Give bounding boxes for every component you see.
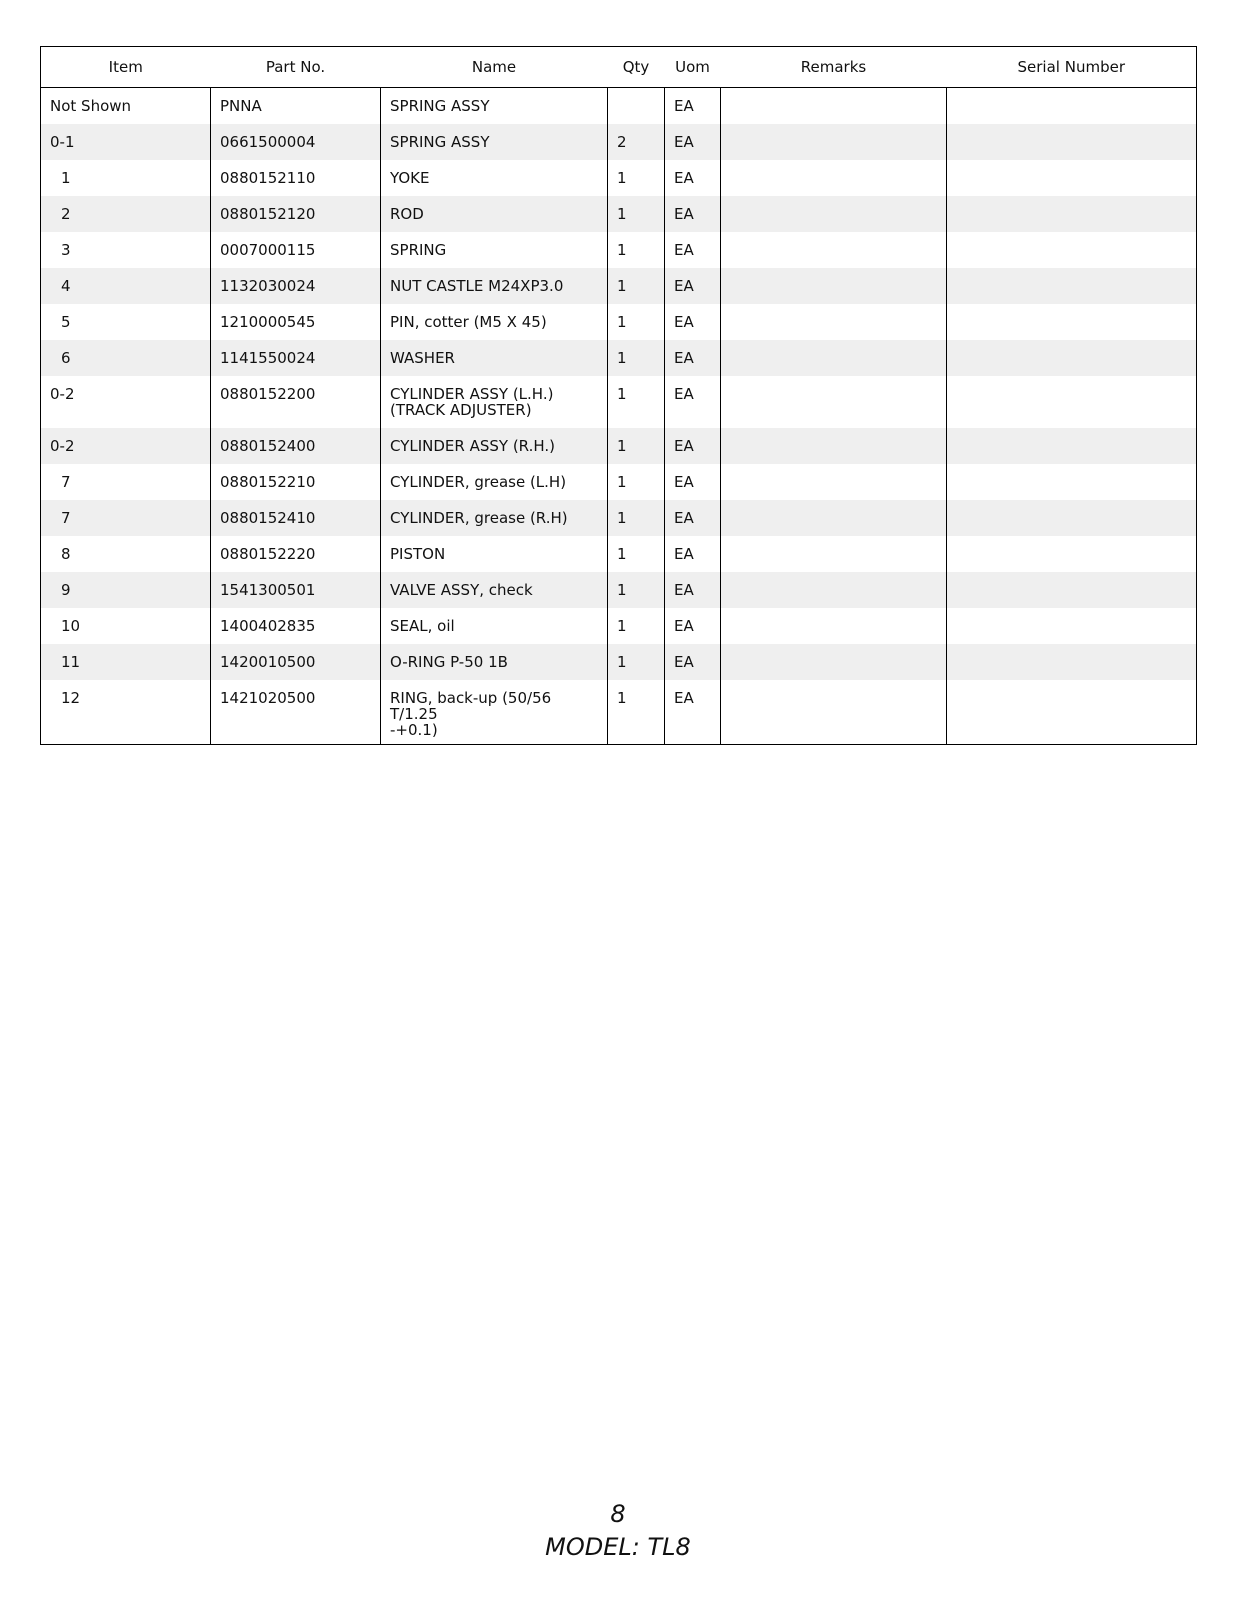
cell-uom: EA (665, 304, 721, 340)
cell-qty: 1 (608, 232, 665, 268)
table-row (41, 536, 1197, 572)
cell-uom: EA (665, 428, 721, 464)
cell-uom: EA (665, 644, 721, 680)
cell-name: SEAL, oil (381, 608, 608, 644)
cell-name: SPRING ASSY (381, 124, 608, 160)
table-row (41, 608, 1197, 644)
cell-name: NUT CASTLE M24XP3.0 (381, 268, 608, 304)
table-row (41, 196, 1197, 232)
table-row (41, 376, 1197, 428)
cell-part-no: 1541300501 (211, 572, 381, 608)
cell-item: 1 (61, 168, 71, 187)
table-header (41, 47, 1197, 88)
cell-qty: 1 (608, 680, 665, 745)
table-row (41, 304, 1197, 340)
cell-item: 8 (61, 544, 71, 563)
cell-serial-number (947, 88, 1197, 124)
cell-remarks (721, 376, 947, 428)
table-row (41, 428, 1197, 464)
cell-serial-number (947, 644, 1197, 680)
cell-name: CYLINDER ASSY (L.H.) (TRACK ADJUSTER) (381, 376, 608, 428)
cell-qty: 1 (608, 500, 665, 536)
cell-uom: EA (665, 124, 721, 160)
cell-uom: EA (665, 500, 721, 536)
cell-uom: EA (665, 572, 721, 608)
table-row (41, 232, 1197, 268)
cell-remarks (721, 304, 947, 340)
cell-remarks (721, 536, 947, 572)
cell-item: 5 (61, 312, 71, 331)
cell-item: 12 (61, 688, 81, 707)
cell-remarks (721, 124, 947, 160)
cell-uom: EA (665, 608, 721, 644)
cell-qty: 1 (608, 304, 665, 340)
cell-part-no: 0661500004 (211, 124, 381, 160)
cell-serial-number (947, 340, 1197, 376)
cell-uom: EA (665, 232, 721, 268)
cell-part-no: 0880152210 (211, 464, 381, 500)
cell-name: WASHER (381, 340, 608, 376)
cell-part-no: 0007000115 (211, 232, 381, 268)
cell-serial-number (947, 124, 1197, 160)
cell-item: 9 (41, 572, 211, 608)
cell-name: RING, back-up (50/56 T/1.25 -+0.1) (381, 680, 608, 745)
cell-item: 0-2 (41, 428, 211, 464)
cell-part-no: 0880152120 (211, 196, 381, 232)
cell-part-no: 0880152220 (211, 536, 381, 572)
cell-serial-number (947, 196, 1197, 232)
cell-qty: 1 (608, 340, 665, 376)
cell-serial-number (947, 464, 1197, 500)
cell-qty: 1 (608, 464, 665, 500)
table-row (41, 680, 1197, 745)
cell-qty: 1 (608, 376, 665, 428)
cell-item: 3 (61, 240, 71, 259)
cell-item: 2 (41, 196, 211, 232)
cell-remarks (721, 644, 947, 680)
table-row (41, 88, 1197, 124)
cell-name: YOKE (381, 160, 608, 196)
cell-qty: 1 (608, 644, 665, 680)
cell-uom: EA (665, 196, 721, 232)
cell-part-no: 0880152410 (211, 500, 381, 536)
cell-serial-number (947, 268, 1197, 304)
cell-remarks (721, 608, 947, 644)
cell-name: PISTON (381, 536, 608, 572)
table-row (41, 500, 1197, 536)
cell-remarks (721, 88, 947, 124)
page-number: 8 (610, 1500, 626, 1528)
cell-part-no: 0880152200 (211, 376, 381, 428)
cell-name: SPRING ASSY (381, 88, 608, 124)
cell-serial-number (947, 160, 1197, 196)
cell-remarks (721, 232, 947, 268)
cell-name: PIN, cotter (M5 X 45) (381, 304, 608, 340)
cell-qty: 1 (608, 160, 665, 196)
cell-serial-number (947, 536, 1197, 572)
table-row (41, 340, 1197, 376)
cell-uom: EA (665, 88, 721, 124)
cell-qty: 1 (608, 196, 665, 232)
cell-qty (608, 88, 665, 124)
header-qty: Qty (608, 47, 665, 88)
table-body (41, 88, 1197, 745)
table-row (41, 268, 1197, 304)
cell-part-no: PNNA (211, 88, 381, 124)
cell-name: CYLINDER ASSY (R.H.) (381, 428, 608, 464)
cell-serial-number (947, 608, 1197, 644)
header-serial-number: Serial Number (947, 47, 1197, 88)
cell-uom: EA (665, 268, 721, 304)
cell-remarks (721, 680, 947, 745)
cell-serial-number (947, 500, 1197, 536)
cell-item: 0-1 (41, 124, 211, 160)
cell-part-no: 1420010500 (211, 644, 381, 680)
cell-serial-number (947, 304, 1197, 340)
cell-remarks (721, 160, 947, 196)
table-row (41, 644, 1197, 680)
cell-name: VALVE ASSY, check (381, 572, 608, 608)
cell-item: 6 (41, 340, 211, 376)
cell-name: O-RING P-50 1B (381, 644, 608, 680)
table-row (41, 160, 1197, 196)
header-part-no: Part No. (211, 47, 381, 88)
cell-serial-number (947, 428, 1197, 464)
cell-part-no: 1421020500 (211, 680, 381, 745)
header-item: Item (41, 47, 211, 88)
cell-uom: EA (665, 376, 721, 428)
cell-part-no: 1141550024 (211, 340, 381, 376)
cell-name: CYLINDER, grease (L.H) (381, 464, 608, 500)
cell-uom: EA (665, 680, 721, 745)
cell-item: 4 (41, 268, 211, 304)
cell-serial-number (947, 680, 1197, 745)
cell-remarks (721, 464, 947, 500)
cell-item: 7 (41, 500, 211, 536)
cell-part-no: 1400402835 (211, 608, 381, 644)
header-uom: Uom (665, 47, 721, 88)
cell-item: 11 (41, 644, 211, 680)
cell-uom: EA (665, 464, 721, 500)
cell-item: Not Shown (50, 97, 132, 115)
cell-uom: EA (665, 340, 721, 376)
cell-part-no: 1210000545 (211, 304, 381, 340)
header-remarks: Remarks (721, 47, 947, 88)
cell-qty: 1 (608, 268, 665, 304)
cell-item: 10 (61, 616, 81, 635)
cell-part-no: 1132030024 (211, 268, 381, 304)
cell-uom: EA (665, 536, 721, 572)
cell-remarks (721, 340, 947, 376)
header-name: Name (381, 47, 608, 88)
cell-qty: 1 (608, 428, 665, 464)
cell-name: SPRING (381, 232, 608, 268)
cell-name: ROD (381, 196, 608, 232)
table-row (41, 572, 1197, 608)
cell-qty: 1 (608, 572, 665, 608)
cell-serial-number (947, 572, 1197, 608)
model-label: MODEL: TL8 (545, 1533, 691, 1561)
cell-part-no: 0880152110 (211, 160, 381, 196)
cell-remarks (721, 500, 947, 536)
cell-item: 0-2 (50, 384, 75, 403)
cell-serial-number (947, 232, 1197, 268)
cell-uom: EA (665, 160, 721, 196)
parts-table (40, 46, 1197, 745)
cell-remarks (721, 268, 947, 304)
cell-qty: 1 (608, 608, 665, 644)
table-row (41, 124, 1197, 160)
cell-remarks (721, 428, 947, 464)
cell-qty: 1 (608, 536, 665, 572)
cell-serial-number (947, 376, 1197, 428)
cell-part-no: 0880152400 (211, 428, 381, 464)
cell-name: CYLINDER, grease (R.H) (381, 500, 608, 536)
cell-remarks (721, 196, 947, 232)
cell-qty: 2 (608, 124, 665, 160)
cell-remarks (721, 572, 947, 608)
cell-item: 7 (61, 472, 71, 491)
table-row (41, 464, 1197, 500)
